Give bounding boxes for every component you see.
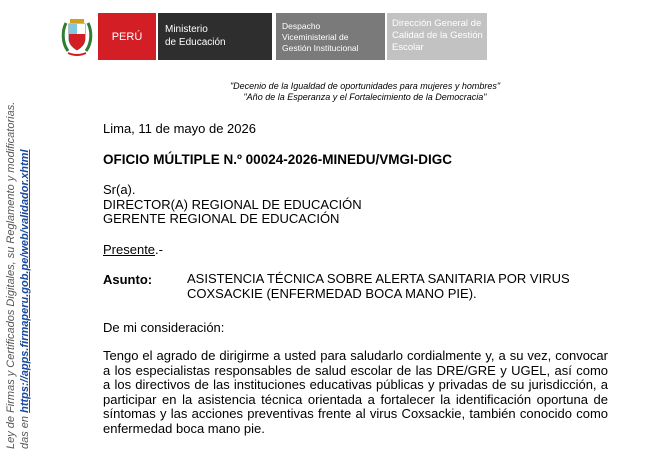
digital-signature-sidebar (4, 59, 32, 449)
letter-date: Lima, 11 de mayo de 2026 (103, 121, 256, 136)
despacho-label: Despacho Viceministerial de Gestión Institucional (276, 13, 385, 60)
letter-body: Tengo el agrado de dirigirme a usted para saludarlo cordialmente y, a su vez, convocar a los especialistas responsables de salud escolar de las DRE/GRE y UGEL, así como a los directivos de las instituciones educativas públicas y privadas de su jurisdicción, a participar en la asistencia técnica orientada a fortalecer la identificación oportuna de síntomas y las acciones preventivas frente al virus Coxsackie, también conocido como enfermedad boca mano pie. (103, 348, 608, 436)
sidebar-validator-line: das en https://apps.firmaperu.gob.pe/web/validador.xhtml (19, 149, 31, 449)
letter-greeting: De mi consideración: (103, 320, 225, 335)
direccion-label: Dirección General de Calidad de la Gestión Escolar (387, 13, 487, 60)
validator-link[interactable]: https://apps.firmaperu.gob.pe/web/validador.xhtml (19, 149, 31, 413)
sidebar-legal-text: Ley de Firmas y Certificados Digitales, su Reglamento y modificatorias. (5, 101, 17, 449)
presente-line: Presente.- (103, 242, 163, 257)
asunto-text: ASISTENCIA TÉCNICA SOBRE ALERTA SANITARIA POR VIRUS COXSACKIE (ENFERMEDAD BOCA MANO PIE). (187, 271, 570, 301)
peru-coat-of-arms-icon (58, 13, 96, 60)
recipient-block: Sr(a). DIRECTOR(A) REGIONAL DE EDUCACIÓN GERENTE REGIONAL DE EDUCACIÓN (103, 182, 362, 226)
motto-block: "Decenio de la Igualdad de oportunidades para mujeres y hombres" "Año de la Esperanza y el Fortalecimiento de la Democracia" (229, 81, 501, 102)
ministry-label: Ministerio de Educación (158, 13, 272, 60)
peru-label: PERÚ (98, 13, 156, 60)
letter-reference: OFICIO MÚLTIPLE N.º 00024-2026-MINEDU/VMGI-DIGC (103, 152, 452, 167)
asunto-label: Asunto: (103, 272, 153, 287)
